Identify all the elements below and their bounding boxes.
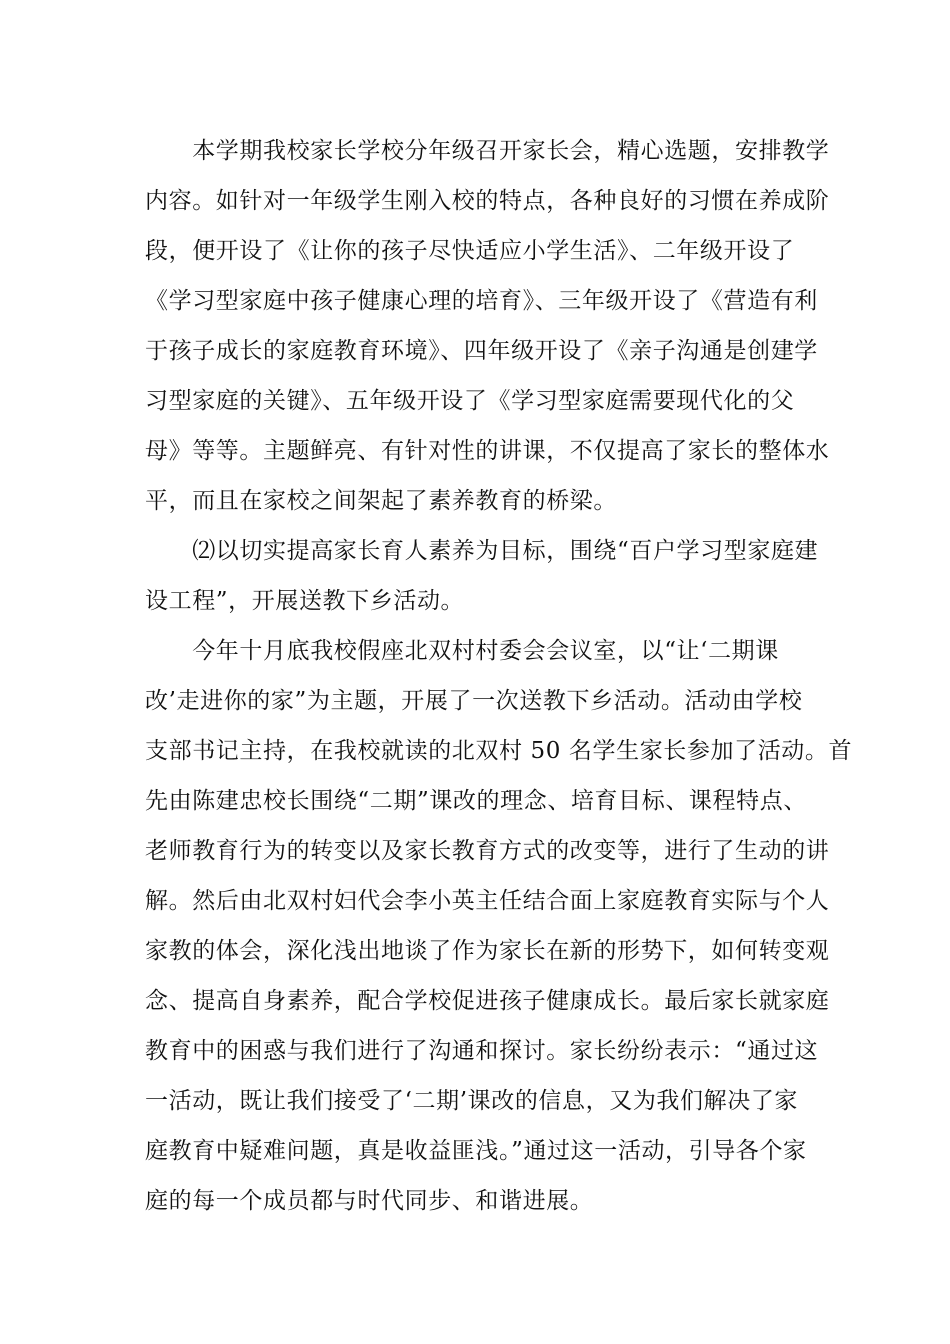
text-line: 段，便开设了《让你的孩子尽快适应小学生活》、二年级开设了 xyxy=(145,238,795,264)
text-line: 平，而且在家校之间架起了素养教育的桥梁。 xyxy=(145,488,617,514)
text-line: 《学习型家庭中孩子健康心理的培育》、三年级开设了《营造有利 xyxy=(145,288,818,314)
text-line: 念、提高自身素养，配合学校促进孩子健康成长。最后家长就家庭 xyxy=(145,988,830,1014)
text-line: ⑵以切实提高家长育人素养为目标，围绕“百户学习型家庭建 xyxy=(145,538,819,564)
text-line: 庭教育中疑难问题，真是收益匪浅。”通过这一活动，引导各个家 xyxy=(145,1138,807,1164)
text-line: 内容。如针对一年级学生刚入校的特点，各种良好的习惯在养成阶 xyxy=(145,188,830,214)
text-line: 解。然后由北双村妇代会李小英主任结合面上家庭教育实际与个人 xyxy=(145,888,830,914)
text-line: 家教的体会，深化浅出地谈了作为家长在新的形势下，如何转变观 xyxy=(145,938,830,964)
text-line: 本学期我校家长学校分年级召开家长会，精心选题，安排教学 xyxy=(145,138,830,164)
text-line: 今年十月底我校假座北双村村委会会议室，以“让‘二期课 xyxy=(145,638,779,664)
text-line: 一活动，既让我们接受了‘二期’课改的信息，又为我们解决了家 xyxy=(145,1088,799,1114)
text-line: 于孩子成长的家庭教育环境》、四年级开设了《亲子沟通是创建学 xyxy=(145,338,818,364)
text-line: 习型家庭的关键》、五年级开设了《学习型家庭需要现代化的父 xyxy=(145,388,795,414)
text-line: 先由陈建忠校长围绕“二期”课改的理念、培育目标、课程特点、 xyxy=(145,788,807,814)
text-line: 母》等等。主题鲜亮、有针对性的讲课，不仅提高了家长的整体水 xyxy=(145,438,830,464)
text-line: 设工程”，开展送教下乡活动。 xyxy=(145,588,465,614)
text-line: 教育中的困惑与我们进行了沟通和探讨。家长纷纷表示：“通过这 xyxy=(145,1038,819,1064)
text-line: 老师教育行为的转变以及家长教育方式的改变等，进行了生动的讲 xyxy=(145,838,830,864)
text-line: 庭的每一个成员都与时代同步、和谐进展。 xyxy=(145,1188,594,1214)
text-line: 支部书记主持，在我校就读的北双村 50 名学生家长参加了活动。首 xyxy=(145,738,853,764)
text-line: 改’走进你的家”为主题，开展了一次送教下乡活动。活动由学校 xyxy=(145,688,803,714)
